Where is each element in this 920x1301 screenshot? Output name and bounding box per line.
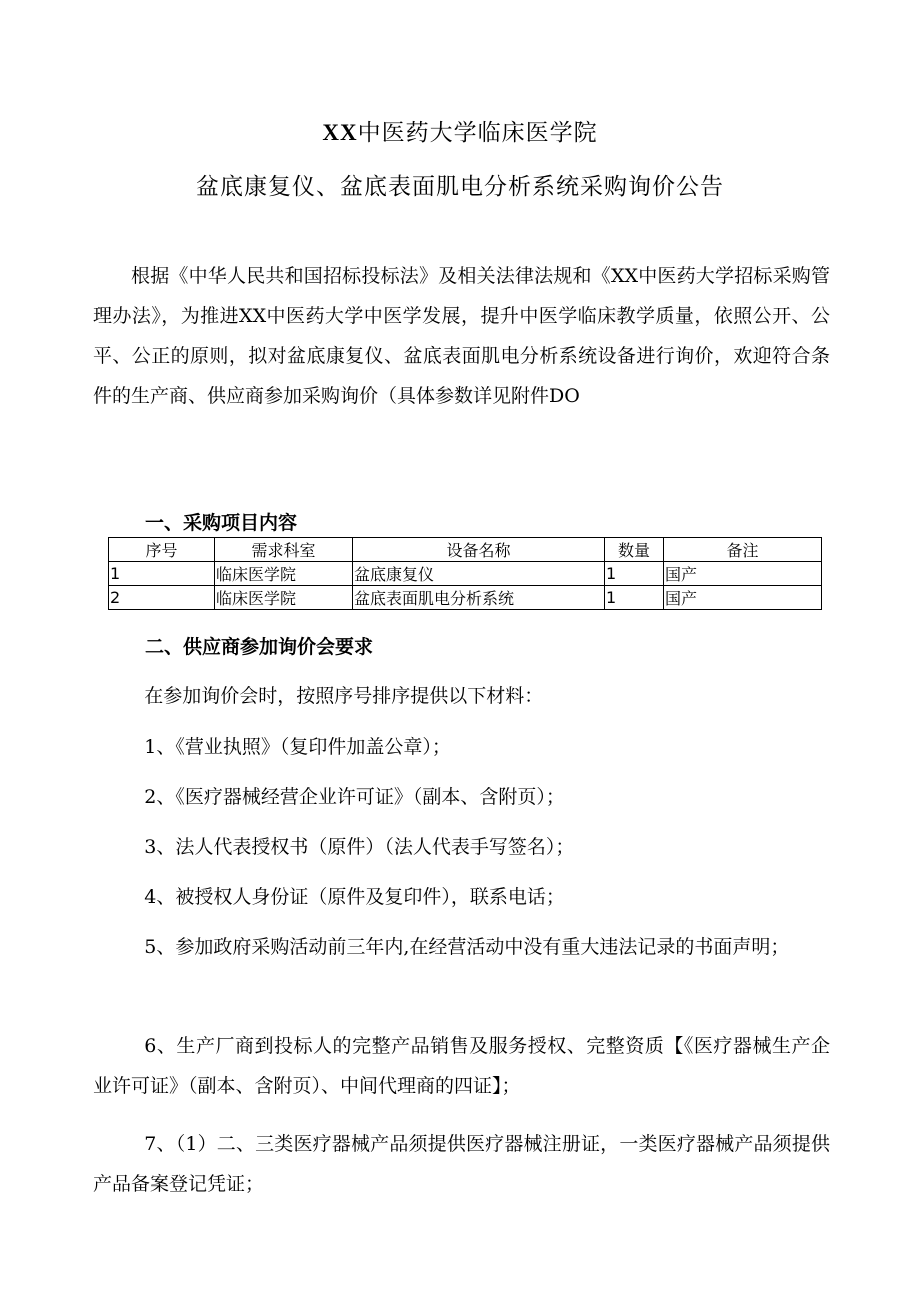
section-heading-requirements: 二、供应商参加询价会要求	[145, 636, 374, 658]
requirement-item: 5、参加政府采购活动前三年内,在经营活动中没有重大违法记录的书面声明；	[144, 936, 790, 958]
cell-department: 临床医学院	[215, 586, 353, 610]
document-subtitle: 盆底康复仪、盆底表面肌电分析系统采购询价公告	[196, 174, 724, 200]
cell-remark: 国产	[664, 586, 822, 610]
col-header-department: 需求科室	[215, 538, 353, 562]
col-header-equipment: 设备名称	[353, 538, 605, 562]
cell-equipment: 盆底康复仪	[353, 562, 605, 586]
title-text: 中医药大学临床医学院	[357, 120, 598, 146]
table-row	[109, 562, 822, 586]
requirements-intro: 在参加询价会时，按照序号排序提供以下材料：	[144, 685, 544, 707]
cell-index: 1	[109, 562, 215, 586]
table-header-row	[109, 538, 822, 562]
requirement-item: 6、生产厂商到投标人的完整产品销售及服务授权、完整资质【《医疗器械生产企业许可证》（副本、含附页）、中间代理商的四证】；	[93, 1035, 830, 1097]
cell-department: 临床医学院	[215, 562, 353, 586]
col-header-quantity: 数量	[605, 538, 664, 562]
requirement-item: 3、法人代表授权书（原件）（法人代表手写签名）；	[144, 836, 575, 858]
document-title	[0, 114, 920, 147]
section-heading-procurement: 一、采购项目内容	[145, 512, 298, 534]
requirement-item: 4、被授权人身份证（原件及复印件），联系电话；	[144, 886, 565, 908]
cell-index: 2	[109, 586, 215, 610]
title-prefix: XX	[322, 120, 358, 145]
table-row	[109, 586, 822, 610]
requirement-item: 1、《营业执照》（复印件加盖公章）；	[144, 736, 451, 758]
col-header-remark: 备注	[664, 538, 822, 562]
requirement-item: 2、《医疗器械经营企业许可证》（副本、含附页）；	[144, 786, 565, 808]
requirement-item: 7、（1）二、三类医疗器械产品须提供医疗器械注册证，一类医疗器械产品须提供产品备案登记凭证；	[93, 1133, 830, 1195]
procurement-table	[108, 537, 822, 610]
intro-paragraph: 根据《中华人民共和国招标投标法》及相关法律法规和《XX中医药大学招标采购管理办法》，为推进XX中医药大学中医学发展，提升中医学临床教学质量，依照公开、公平、公正的原则，拟对盆底康复仪、盆底表面肌电分析系统设备进行询价，欢迎符合条件的生产商、供应商参加采购询价（具体参数详见附件DO	[93, 265, 830, 407]
cell-quantity: 1	[605, 562, 664, 586]
col-header-index: 序号	[109, 538, 215, 562]
cell-equipment: 盆底表面肌电分析系统	[353, 586, 605, 610]
cell-quantity: 1	[605, 586, 664, 610]
cell-remark: 国产	[664, 562, 822, 586]
